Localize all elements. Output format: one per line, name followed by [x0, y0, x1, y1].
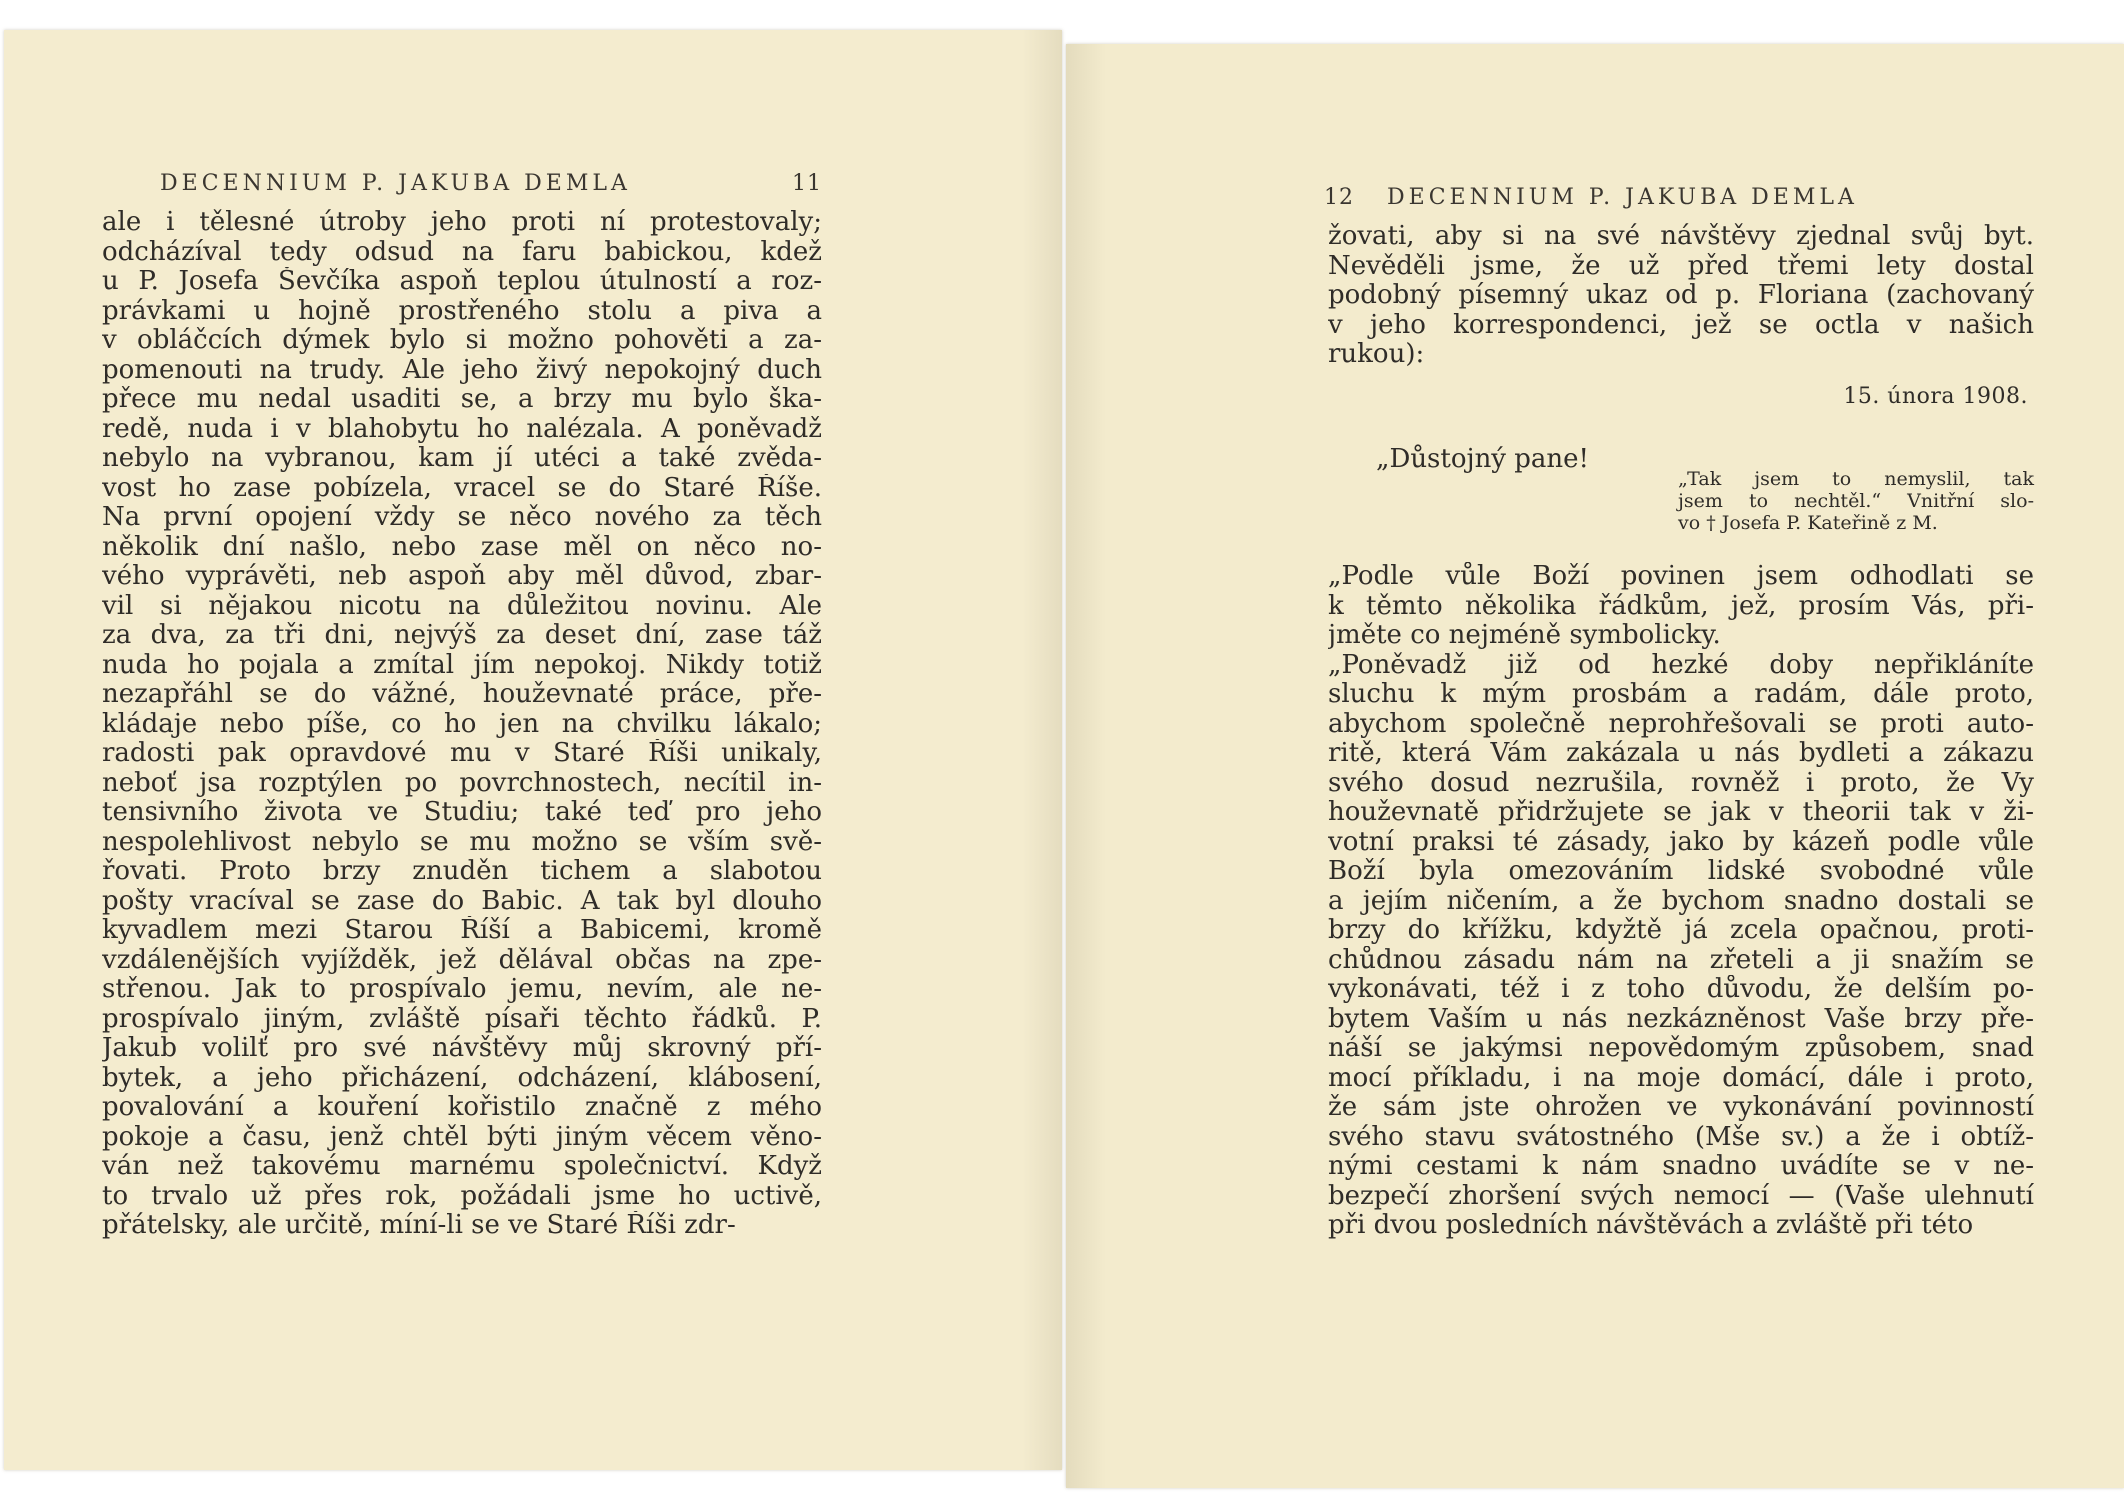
text-line: pošty vracíval se zase do Babic. A tak byl dlouho [102, 886, 822, 916]
text-line: nespolehlivost nebylo se mu možno se vším svě- [102, 827, 822, 857]
text-line: vo † Josefa P. Kateřině z M. [1678, 512, 1938, 534]
text-line: ván než takovému marnému společnictví. Když [102, 1152, 822, 1181]
text-line: Jakub volilť pro své návštěvy můj skrovný pří- [102, 1034, 822, 1063]
text-line: kládaje nebo píše, co ho jen na chvilku lákalo; [102, 709, 822, 739]
text-line: chůdnou zásadu nám na zřeteli a ji snažím se [1328, 945, 2034, 975]
left-page-gutter-shadow [1022, 30, 1062, 1470]
left-body-text [102, 208, 822, 1241]
text-line: povalování a kouření kořistilo značně z mého [102, 1093, 822, 1122]
letter-date: 15. února 1908. [1843, 384, 2028, 409]
text-line: přátelsky, ale určitě, míní-li se ve Staré Říši zdr- [102, 1211, 736, 1240]
text-line: že sám jste ohrožen ve vykonávání povinností [1328, 1093, 2034, 1122]
text-line: Na první opojení vždy se něco nového za těch [102, 503, 822, 532]
text-line: „Poněvadž již od hezké doby nepřikláníte [1328, 650, 2034, 680]
right-running-header [1324, 185, 1964, 215]
text-line: rukou): [1328, 340, 1425, 369]
text-line: bytek, a jeho přicházení, odcházení, klábosení, [102, 1063, 822, 1093]
text-line: „Podle vůle Boží povinen jsem odhodlati se [1328, 562, 2034, 591]
text-line: několik dní našlo, nebo zase měl on něco no- [102, 532, 822, 562]
letter-epigraph [1678, 468, 2034, 534]
text-line: náší se jakýmsi nepovědomým způsobem, snad [1328, 1034, 2034, 1063]
text-line: řovati. Proto brzy znuděn tichem a slabotou [102, 857, 822, 886]
left-running-header [160, 171, 820, 201]
text-line: v obláčcích dýmek bylo si možno pohověti a za- [102, 326, 822, 355]
text-line: Boží byla omezováním lidské svobodné vůle [1328, 857, 2034, 886]
text-line: redě, nuda i v blahobytu ho nalézala. A poněvadž [102, 414, 822, 444]
text-line: střenou. Jak to prospívalo jemu, nevím, ale ne- [102, 975, 822, 1004]
left-page-number: 11 [792, 171, 822, 196]
text-line: v jeho korrespondenci, jež se octla v našich [1328, 310, 2034, 340]
text-line: votní praksi té zásady, jako by kázeň podle vůle [1328, 827, 2034, 857]
text-line: vost ho zase pobízela, vracel se do Staré Říše. [102, 473, 822, 503]
text-line: podobný písemný ukaz od p. Floriana (zachovaný [1328, 281, 2034, 310]
text-line: odcházíval tedy odsud na faru babickou, kdež [102, 237, 822, 267]
letter-body-text [1328, 562, 2034, 1241]
text-line: nuda ho pojala a zmítal jím nepokoj. Nikdy totiž [102, 650, 822, 680]
text-line: jsem to nechtěl.“ Vnitřní slo- [1678, 490, 2034, 512]
text-line: žovati, aby si na své návštěvy zjednal svůj byt. [1328, 222, 2034, 251]
text-line: vzdálenějších vyjížděk, jež dělával občas na zpe- [102, 945, 822, 975]
text-line: to trvalo už přes rok, požádali jsme ho uctivě, [102, 1181, 822, 1211]
text-line: svého stavu svátostného (Mše sv.) a že i obtíž- [1328, 1122, 2034, 1152]
text-line: radosti pak opravdové mu v Staré Říši unikaly, [102, 739, 822, 768]
text-line: ale i tělesné útroby jeho proti ní protestovaly; [102, 208, 822, 237]
text-line: Nevěděli jsme, že už před třemi lety dostal [1328, 251, 2034, 281]
text-line: pokoje a času, jenž chtěl býti jiným věcem věno- [102, 1122, 822, 1152]
right-page-gutter-shadow [1066, 44, 1106, 1488]
text-line: nebylo na vybranou, kam jí utéci a také zvěda- [102, 444, 822, 473]
text-line: právkami u hojně prostřeného stolu a piva a [102, 296, 822, 326]
text-line: a jejím ničením, a že bychom snadno dostali se [1328, 886, 2034, 916]
text-line: mocí příkladu, i na moje domácí, dále i proto, [1328, 1063, 2034, 1093]
text-line: abychom společně neprohřešovali se proti auto- [1328, 709, 2034, 739]
text-line: pomenouti na trudy. Ale jeho živý nepokojný duch [102, 355, 822, 385]
left-page [4, 30, 1062, 1470]
text-line: brzy do křížku, kdyžtě já zcela opačnou, proti- [1328, 916, 2034, 945]
right-intro-text [1328, 222, 2034, 370]
text-line: tensivního života ve Studiu; také teď pro jeho [102, 798, 822, 827]
left-running-title: DECENNIUM P. JAKUBA DEMLA [160, 171, 631, 196]
text-line: bezpečí zhoršení svých nemocí — (Vaše ulehnutí [1328, 1181, 2034, 1211]
text-line: „Tak jsem to nemyslil, tak [1678, 468, 2034, 490]
text-line: ritě, která Vám zakázala u nás bydleti a zákazu [1328, 739, 2034, 768]
text-line: sluchu k mým prosbám a radám, dále proto, [1328, 680, 2034, 709]
text-line: k těmto několika řádkům, jež, prosím Vás, při- [1328, 591, 2034, 621]
right-page-number: 12 [1324, 185, 1354, 210]
text-line: vykonávati, též i z toho důvodu, že delším po- [1328, 975, 2034, 1004]
text-line: kyvadlem mezi Starou Říší a Babicemi, kromě [102, 916, 822, 945]
right-page [1066, 44, 2124, 1488]
text-line: neboť jsa rozptýlen po povrchnostech, necítil in- [102, 768, 822, 798]
text-line: nezapřáhl se do vážné, houževnaté práce, pře- [102, 680, 822, 709]
text-line: houževnatě přidržujete se jak v theorii tak v ži- [1328, 798, 2034, 827]
text-line: svého dosud nezrušila, rovněž i proto, že Vy [1328, 768, 2034, 798]
text-line: vil si nějakou nicotu na důležitou novinu. Ale [102, 591, 822, 621]
text-line: bytem Vaším u nás nezkázněnost Vaše brzy pře- [1328, 1004, 2034, 1034]
text-line: u P. Josefa Ševčíka aspoň teplou útulností a roz- [102, 267, 822, 296]
text-line: vého vyprávěti, neb aspoň aby měl důvod, zbar- [102, 562, 822, 591]
text-line: jměte co nejméně symbolicky. [1328, 621, 1721, 650]
text-line: prospívalo jiným, zvláště písaři těchto řádků. P. [102, 1004, 822, 1034]
text-line: přece mu nedal usaditi se, a brzy mu bylo ška- [102, 385, 822, 414]
text-line: za dva, za tři dni, nejvýš za deset dní, zase táž [102, 621, 822, 650]
letter-salutation: „Důstojný pane! [1376, 444, 1589, 474]
text-line: nými cestami k nám snadno uvádíte se v ne- [1328, 1152, 2034, 1181]
right-running-title: DECENNIUM P. JAKUBA DEMLA [1387, 185, 1858, 210]
text-line: při dvou posledních návštěvách a zvláště při této [1328, 1211, 1974, 1240]
